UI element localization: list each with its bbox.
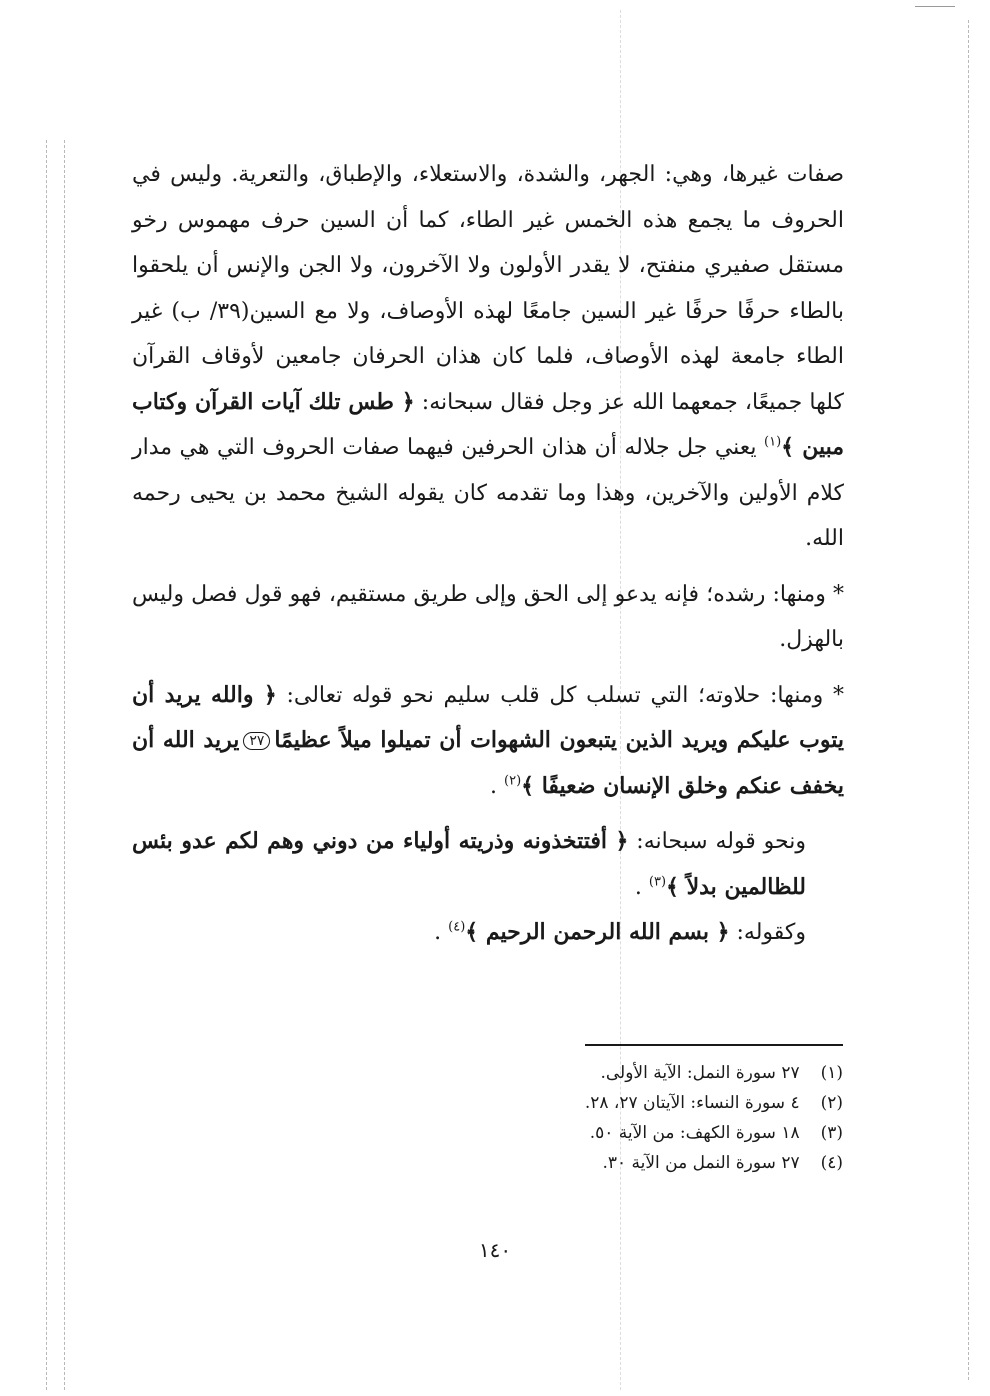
paragraph-3 [132,673,844,810]
paragraph-4 [132,819,844,910]
quran-quote: ﴿ بسم الله الرحمن الرحيم ﴾ [465,919,730,945]
footnote-1 [400,1058,843,1088]
body-text: . [490,773,504,799]
margin-guide-left [46,140,47,1390]
quran-quote: ﴿ والله يريد أن يتوب عليكم ويريد الذين يتبعون الشهوات أن تميلوا ميلاً عظيمًا [132,681,844,753]
footnote-text: ١٨ سورة الكهف: من الآية ٥٠. [589,1123,800,1143]
body-text: * ومنها: حلاوته؛ التي تسلب كل قلب سليم نحو قوله تعالى: [276,682,844,708]
footnote-reference: (١) [764,434,782,450]
margin-guide-right [968,20,969,1380]
verse-number-marker: ٢٧ [243,732,270,750]
footnote-number: (٣) [820,1123,843,1143]
quran-quote: ﴿ أفتتخذونه وذريته أولياء من دوني وهم لكم عدو بئس للظالمين بدلاً ﴾ [132,828,806,900]
footnote-2 [400,1088,843,1118]
footnote-4 [400,1148,843,1178]
footnote-reference: (٢) [504,773,522,789]
footnote-text: ٤ سورة النساء: الآيتان ٢٧، ٢٨. [584,1093,800,1113]
footnote-number: (٢) [820,1093,843,1113]
body-text: يعني جل جلاله أن هذان الحرفين فيهما صفات الحروف التي هي مدار كلام الأولين والآخرين، وهذا وما تقدمه كان يقوله الشيخ محمد بن يحيى رحمه الله. [132,435,844,551]
page-number: ١٤٠ [478,1238,512,1262]
body-text: صفات غيرها، وهي: الجهر، والشدة، والاستعلاء، والإطباق، والتعرية. وليس في الحروف ما يجمع هذه الخمس غير الطاء، كما أن السين حرف مهموس رخو مستقل صفيري منفتح، لا يقدر الأولون ولا الآخرون، ولا الجن والإنس أن يلحقوا بالطاء حرفًا حرفًا غير السين جامعًا لهذه الأوصاف، ولا مع السين(٣٩/ ب) غير الطاء جامعة لهذه الأوصاف، فلما كان هذان الحرفان جامعين لأوقاف القرآن كلها جميعًا، جمعهما الله عز وجل فقال سبحانه: [132,162,844,415]
footnote-separator [585,1044,843,1046]
body-text: وكقوله: [729,920,806,945]
footnote-number: (٤) [820,1153,843,1173]
margin-tick-top [915,6,955,7]
footnote-reference: (٣) [648,874,667,890]
body-text: . [434,920,449,945]
footnote-text: ٢٧ سورة النمل: الآية الأولى. [600,1063,800,1083]
quran-quote: يريد الله أن يخفف عنكم وخلق الإنسان ضعيفًا ﴾ [132,727,844,799]
quran-quote: ﴿ طس تلك آيات القرآن وكتاب مبين ﴾ [132,388,845,460]
paragraph-1 [132,152,844,562]
footnotes [400,1058,843,1178]
margin-guide-left-inner [64,140,65,1390]
footnote-number: (١) [820,1063,843,1083]
main-text [132,152,844,956]
body-text: ونحو قوله سبحانه: [628,829,806,854]
footnote-text: ٢٧ سورة النمل من الآية ٣٠. [602,1153,800,1173]
footnote-3 [400,1118,843,1148]
paragraph-2 [132,572,844,663]
body-text: . [634,874,649,900]
paragraph-5 [132,910,844,956]
footnote-reference: (٤) [448,919,466,935]
body-text: * ومنها: رشده؛ فإنه يدعو إلى الحق وإلى طريق مستقيم، فهو قول فصل وليس بالهزل. [132,581,844,652]
